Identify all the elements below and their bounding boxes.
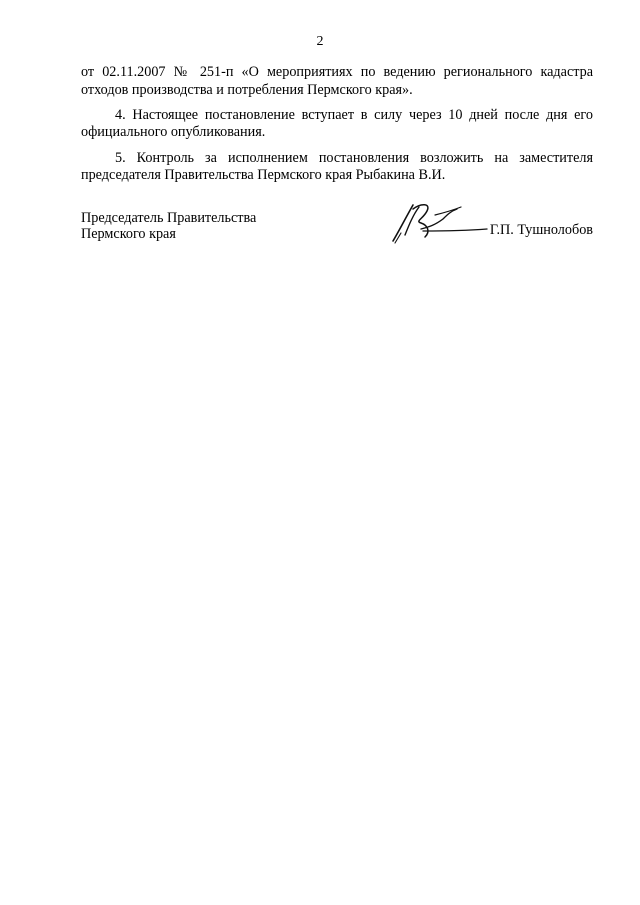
page-number: 2 bbox=[316, 34, 324, 49]
signatory-position-line2: Пермского края bbox=[81, 225, 176, 242]
signatory-position-line1: Председатель Правительства bbox=[81, 210, 257, 226]
paragraph-continuation: от 02.11.2007 № 251-п «О мероприятиях по ведению регионального кадастра отходов производства и потребления Пермского края». bbox=[81, 64, 593, 98]
signatory-position bbox=[81, 211, 256, 242]
paragraph-item-5: 5. Контроль за исполнением постановления возложить на заместителя председателя Правительства Пермского края Рыбакина В.И. bbox=[81, 149, 593, 184]
signatory-name: Г.П. Тушнолобов bbox=[489, 222, 593, 238]
paragraph-item-4: 4. Настоящее постановление вступает в силу через 10 дней после дня его официального опубликования. bbox=[81, 106, 593, 141]
handwritten-signature bbox=[391, 201, 501, 247]
document-body bbox=[81, 64, 593, 192]
signature-block bbox=[81, 211, 593, 251]
